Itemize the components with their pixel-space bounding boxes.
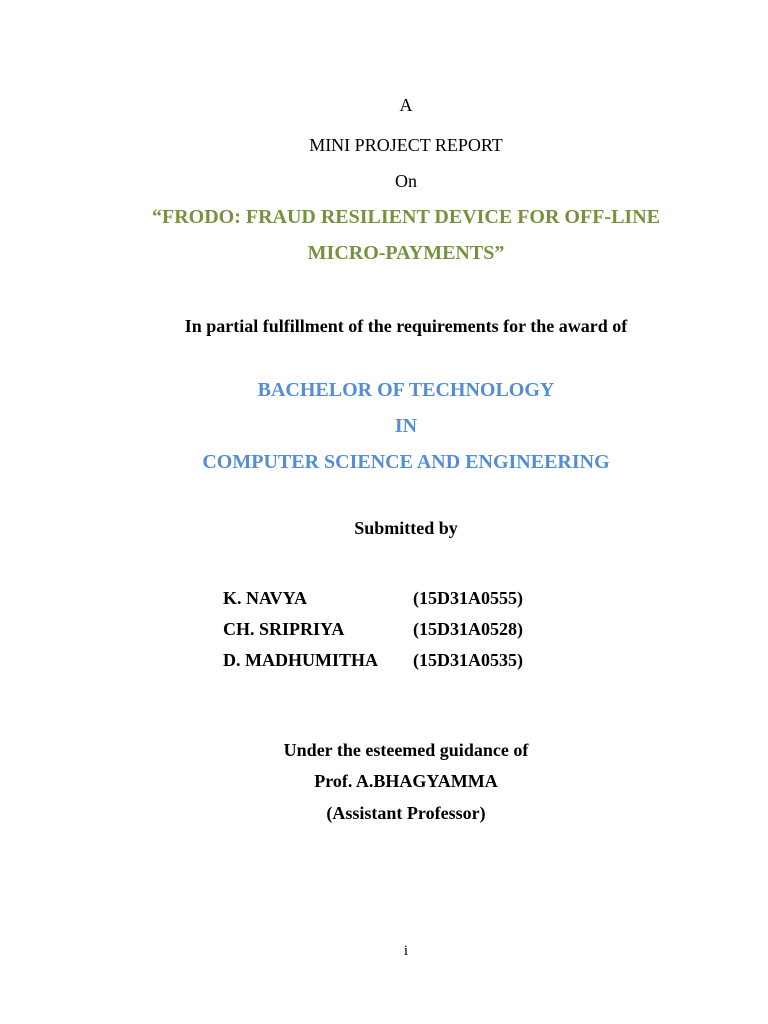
student-name: K. NAVYA	[223, 588, 308, 608]
fulfillment-statement: In partial fulfillment of the requirements for the award of	[184, 316, 628, 336]
project-title-line2: MICRO-PAYMENTS”	[307, 242, 505, 264]
submitted-by-label: Submitted by	[354, 518, 458, 538]
student-name: CH. SRIPRIYA	[223, 619, 345, 639]
guide-name: Prof. A.BHAGYAMMA	[314, 771, 498, 791]
student-roll-number: (15D31A0555)	[413, 588, 523, 608]
student-roll-number: (15D31A0535)	[413, 650, 523, 670]
guide-designation: (Assistant Professor)	[326, 803, 486, 823]
degree-in: IN	[394, 415, 418, 437]
page-number: i	[403, 943, 409, 959]
student-name: D. MADHUMITHA	[223, 650, 378, 670]
report-type: MINI PROJECT REPORT	[309, 135, 503, 155]
project-title-line1: “FRODO: FRAUD RESILIENT DEVICE FOR OFF-LINE	[151, 206, 660, 228]
degree-department: COMPUTER SCIENCE AND ENGINEERING	[202, 451, 610, 473]
guidance-label: Under the esteemed guidance of	[283, 740, 529, 760]
article-a: A	[399, 95, 413, 115]
degree-name: BACHELOR OF TECHNOLOGY	[257, 379, 555, 401]
on-label: On	[395, 171, 417, 191]
student-roll-number: (15D31A0528)	[413, 619, 523, 639]
